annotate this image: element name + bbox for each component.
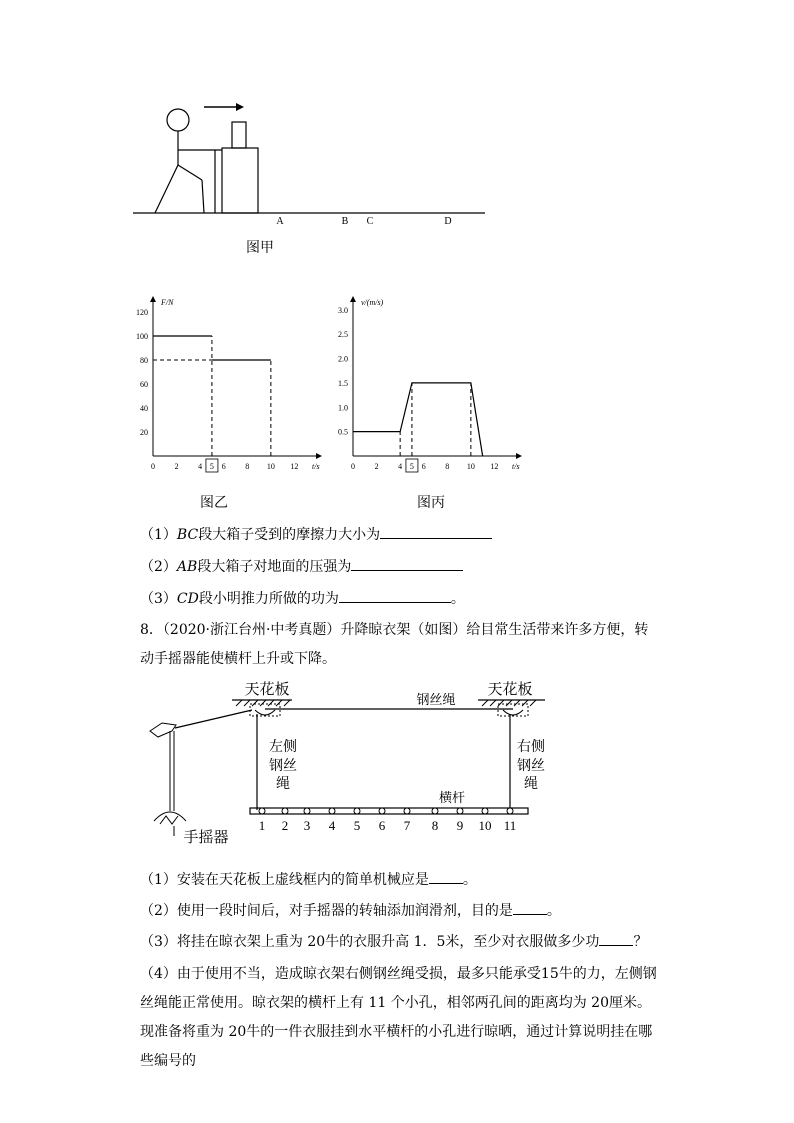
chart-yi-y-tick: 80 <box>140 356 148 365</box>
ceiling-right-label: 天花板 <box>487 680 533 698</box>
q8-intro: 8．（2020·浙江台州·中考真题）升降晾衣架（如图）给目常生活带来许多方便，转动手摇器能使横杆上升或下降。 <box>140 622 649 667</box>
q8-item-4: （4）由于使用不当，造成晾衣架右侧钢丝绳受损，最多只能承受15牛的力，左侧钢丝绳能正常使用。晾衣架的横杆上有 11 个小孔，相邻两孔间的距离均为 20厘米。现准备将重为 20牛的一件衣服挂到水平横杆的小孔进行晾晒，通过计算说明挂在哪些编号的 <box>140 966 657 1069</box>
chart-bing-x-tick: 12 <box>490 462 499 471</box>
bar-hole <box>282 808 288 814</box>
caption-jia: 图甲 <box>246 240 274 256</box>
chart-yi-x-tick: 12 <box>290 462 299 471</box>
right-wire-label-1: 右侧 <box>517 739 545 755</box>
left-wire-label-1: 左侧 <box>269 739 297 755</box>
chart-bing-y-tick: 0.5 <box>338 427 348 437</box>
answer-blank[interactable] <box>429 869 463 884</box>
chart-bing-series-line <box>353 383 483 456</box>
hole-number: 5 <box>353 818 361 833</box>
figure-jia <box>130 95 490 230</box>
q7-item-1: （1）BC段大箱子受到的摩擦力大小为 <box>140 524 492 545</box>
chart-bing-x-label: t/s <box>512 462 520 471</box>
chart-yi-y-tick: 40 <box>140 404 148 413</box>
q7-item-3: （3）CD段小明推力所做的功为 。 <box>140 588 465 609</box>
figure-clothes-rack <box>140 676 560 851</box>
chart-bing-x-tick: 2 <box>374 462 379 471</box>
chart-yi <box>130 290 330 485</box>
point-C: C <box>366 216 374 227</box>
hole-number: 4 <box>328 818 336 833</box>
wire-label: 钢丝绳 <box>416 693 456 708</box>
chart-yi-y-tick: 20 <box>140 428 148 437</box>
q8-item-1: （1）安装在天花板上虚线框内的简单机械应是 。 <box>140 869 477 890</box>
bar-hole <box>482 808 488 814</box>
bar-hole <box>379 808 385 814</box>
hole-number: 6 <box>378 818 386 833</box>
bar-hole <box>457 808 463 814</box>
bar-hole <box>259 808 265 814</box>
hole-number: 3 <box>303 818 311 833</box>
chart-yi-x-tick: 2 <box>174 462 179 471</box>
small-box <box>232 122 246 148</box>
chart-yi-x-tick: 4 <box>198 462 203 471</box>
point-B: B <box>341 216 349 227</box>
left-wire-label-2: 钢丝 <box>269 758 297 774</box>
q8-item-3: （3）将挂在晾衣架上重为 20牛的衣服升高 1．5米，至少对衣服做多少功 ？ <box>140 931 647 952</box>
bar-hole <box>354 808 360 814</box>
chart-yi-x-label: t/s <box>312 462 320 471</box>
chart-yi-x-tick: 6 <box>221 462 226 471</box>
chart-bing-y-tick: 1.0 <box>338 403 348 413</box>
q7-item-2: （2）AB段大箱子对地面的压强为 <box>140 556 463 577</box>
caption-bing: 图丙 <box>417 495 445 511</box>
chart-yi-marker-label: 5 <box>209 462 214 471</box>
chart-bing-x-tick: 6 <box>421 462 426 471</box>
chart-yi-y-tick: 100 <box>136 332 148 341</box>
chart-bing-x-tick: 4 <box>398 462 403 471</box>
bar-hole <box>432 808 438 814</box>
person-head <box>167 109 189 131</box>
point-D: D <box>444 216 452 227</box>
chart-yi-y-tick: 60 <box>140 380 148 389</box>
chart-bing-x-tick: 10 <box>466 462 475 471</box>
right-wire-label-2: 钢丝 <box>517 758 545 774</box>
chart-bing-y-tick: 2.0 <box>338 354 348 364</box>
ceiling-left-label: 天花板 <box>244 680 290 698</box>
bar-hole <box>404 808 410 814</box>
hole-number: 8 <box>431 818 439 833</box>
chart-bing <box>330 290 530 485</box>
q8-item-2: （2）使用一段时间后，对手摇器的转轴添加润滑剂，目的是 。 <box>140 900 561 921</box>
big-box <box>222 148 258 213</box>
chart-yi-x-tick: 0 <box>151 462 155 471</box>
answer-blank[interactable] <box>599 931 633 946</box>
bar-hole <box>329 808 335 814</box>
chart-yi-x-tick: 8 <box>245 462 250 471</box>
hole-number: 10 <box>478 818 492 833</box>
hole-number: 11 <box>503 818 517 833</box>
chart-bing-y-label: v/(m/s) <box>361 298 384 307</box>
left-wire-label-3: 绳 <box>276 776 290 792</box>
chart-bing-x-tick: 8 <box>445 462 450 471</box>
bar-label: 横杆 <box>438 791 466 806</box>
caption-yi: 图乙 <box>200 495 228 511</box>
bar-hole <box>507 808 513 814</box>
hole-number: 9 <box>456 818 464 833</box>
crank-icon <box>150 723 186 836</box>
answer-blank[interactable] <box>339 588 451 603</box>
chart-yi-x-tick: 10 <box>266 462 275 471</box>
point-A: A <box>276 216 284 227</box>
answer-blank[interactable] <box>513 900 547 915</box>
right-wire-label-3: 绳 <box>524 776 538 792</box>
chart-bing-y-tick: 1.5 <box>338 378 348 388</box>
chart-bing-y-tick: 2.5 <box>338 330 348 340</box>
chart-bing-y-tick: 3.0 <box>338 305 348 315</box>
answer-blank[interactable] <box>351 556 463 571</box>
bar-hole <box>304 808 310 814</box>
chart-bing-x-tick: 0 <box>351 462 355 471</box>
hole-number: 7 <box>403 818 411 833</box>
answer-blank[interactable] <box>380 524 492 539</box>
chart-bing-marker-label: 5 <box>409 462 414 471</box>
hole-number: 1 <box>258 818 266 833</box>
chart-yi-y-label: F/N <box>161 298 174 307</box>
chart-yi-y-tick: 120 <box>136 308 148 317</box>
crank-label: 手摇器 <box>183 828 229 846</box>
hole-number: 2 <box>281 818 289 833</box>
